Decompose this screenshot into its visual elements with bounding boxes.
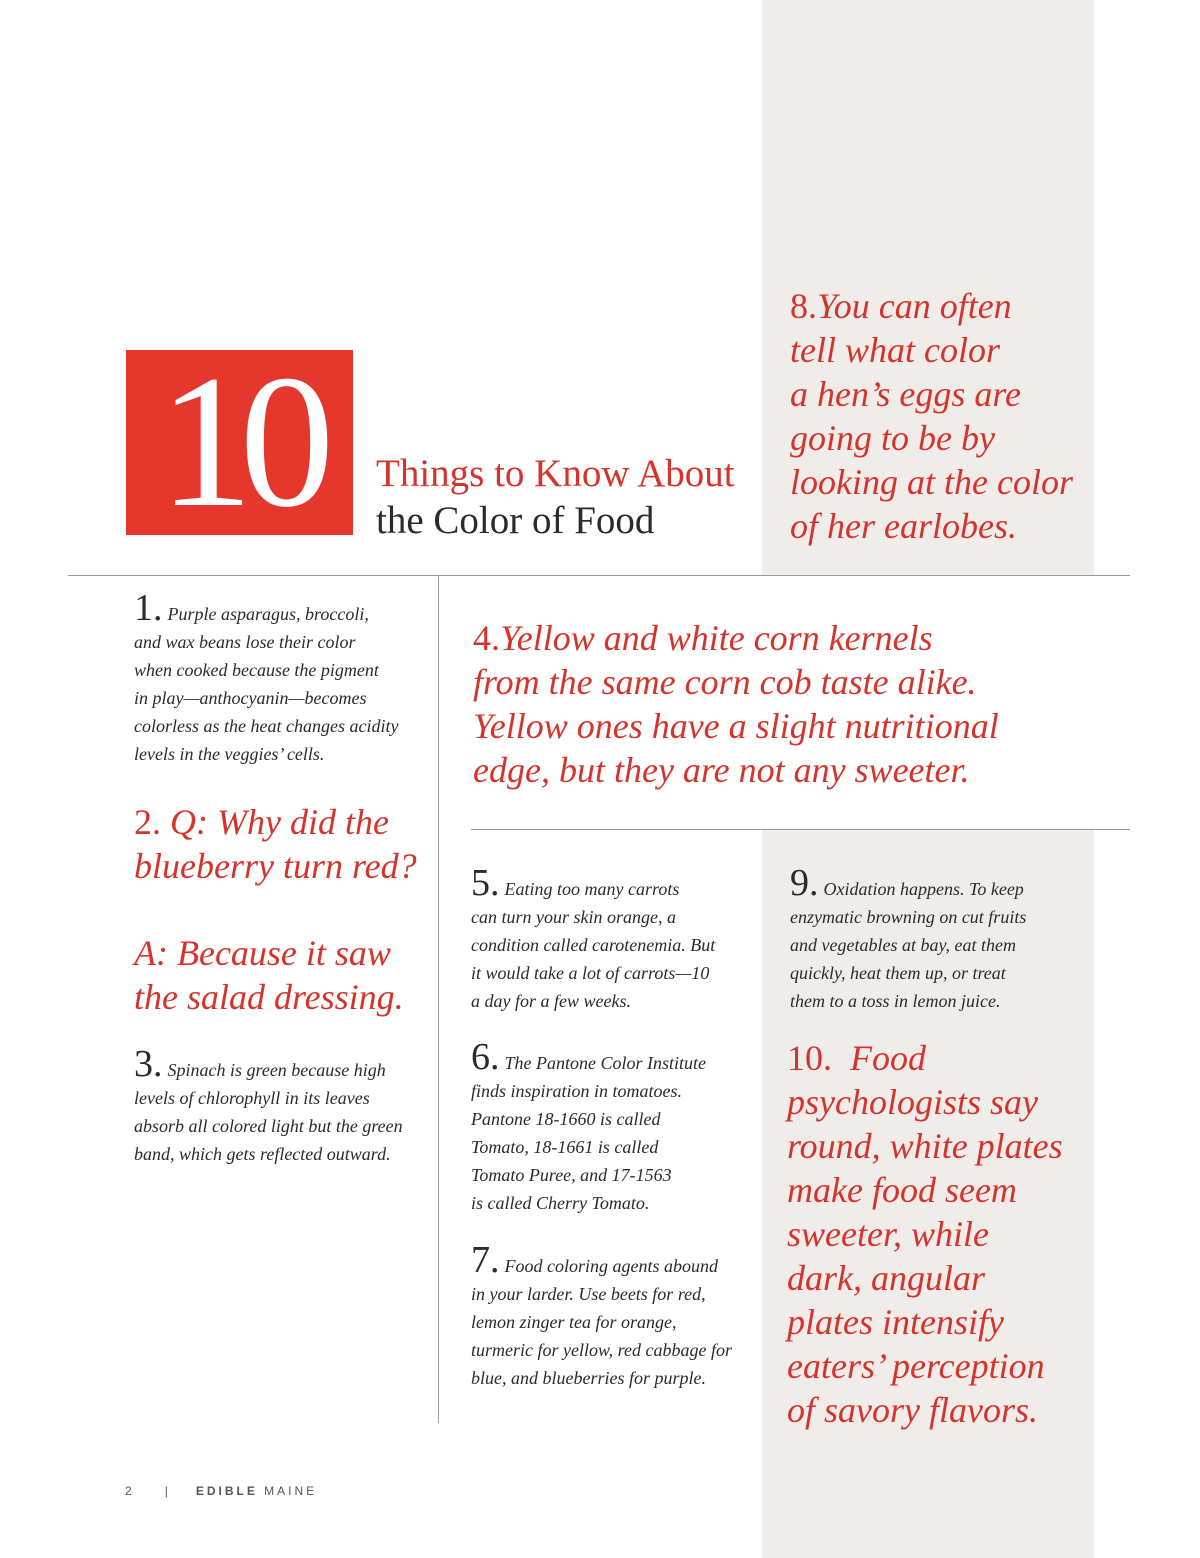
fact-9-line: quickly, heat them up, or treat <box>790 963 1006 983</box>
fact-6-line: Tomato Puree, and 17-1563 <box>471 1165 672 1185</box>
fact-8-line: going to be by <box>790 418 995 458</box>
fact-1-line: 1. Purple asparagus, broccoli, <box>134 587 369 629</box>
fact-2-answer-line: A: Because it saw <box>134 933 391 973</box>
fact-9-line: them to a toss in lemon juice. <box>790 991 1001 1011</box>
fact-7-line: in your larder. Use beets for red, <box>471 1284 706 1304</box>
fact-5-line: a day for a few weeks. <box>471 991 631 1011</box>
fact-3-line: band, which gets reflected outward. <box>134 1144 391 1164</box>
fact-8-line: a hen’s eggs are <box>790 374 1021 414</box>
fact-2-answer <box>134 931 434 1019</box>
fact-1-number: 1. <box>134 587 163 629</box>
page-title-line2: the Color of Food <box>376 499 655 542</box>
page-number: 2 <box>125 1484 135 1498</box>
fact-7-line: blue, and blueberries for purple. <box>471 1368 706 1388</box>
fact-10-line: dark, angular <box>787 1258 985 1298</box>
fact-7-line: lemon zinger tea for orange, <box>471 1312 677 1332</box>
fact-3-line: absorb all colored light but the green <box>134 1116 403 1136</box>
page-title-line1: Things to Know About <box>376 452 735 495</box>
fact-10-line: of savory flavors. <box>787 1390 1038 1430</box>
fact-6: 6. The Pantone Color Institute finds inspiration in tomatoes. Pantone 18-1660 is called Tomato, 18-1661 is called Tomato Puree, and 17-1563 is called Cherry Tomato. <box>471 1043 751 1217</box>
publication-name-rest: MAINE <box>264 1484 318 1498</box>
fact-4-line: from the same corn cob taste alike. <box>473 662 977 702</box>
fact-2-answer-line: the salad dressing. <box>134 977 404 1017</box>
fact-8-number: 8. <box>790 286 817 326</box>
fact-10-number: 10. <box>787 1038 832 1078</box>
fact-10-line: sweeter, while <box>787 1214 989 1254</box>
fact-9-number: 9. <box>790 862 819 904</box>
fact-3-line: levels of chlorophyll in its leaves <box>134 1088 370 1108</box>
fact-4: 4.Yellow and white corn kernels from the same corn cob taste alike. Yellow ones have a slight nutritional edge, but they are not any sweeter. <box>473 616 1093 792</box>
fact-1-line: levels in the veggies’ cells. <box>134 744 325 764</box>
fact-6-number: 6. <box>471 1036 500 1078</box>
fact-6-line: Pantone 18-1660 is called <box>471 1109 661 1129</box>
fact-7-line: turmeric for yellow, red cabbage for <box>471 1340 732 1360</box>
fact-5: 5. Eating too many carrots can turn your skin orange, a condition called carotenemia. But it would take a lot of carrots—10 a day for a few weeks. <box>471 869 751 1015</box>
footer-separator: | <box>164 1484 168 1498</box>
fact-4-line: Yellow ones have a slight nutritional <box>473 706 999 746</box>
fact-1-line: when cooked because the pigment <box>134 660 379 680</box>
fact-1-line: and wax beans lose their color <box>134 632 356 652</box>
fact-5-line: it would take a lot of carrots—10 <box>471 963 710 983</box>
fact-7-number: 7. <box>471 1239 500 1281</box>
fact-10-line: psychologists say <box>787 1082 1038 1122</box>
fact-5-number: 5. <box>471 862 500 904</box>
fact-2-question-line: blueberry turn red? <box>134 846 417 886</box>
fact-1 <box>134 587 424 768</box>
big-number: 10 <box>158 337 321 547</box>
fact-6-line: finds inspiration in tomatoes. <box>471 1081 683 1101</box>
big-number-box <box>126 337 353 547</box>
fact-8-line: of her earlobes. <box>790 506 1017 546</box>
page-footer <box>125 1484 317 1498</box>
fact-10-line: plates intensify <box>787 1302 1004 1342</box>
fact-10-line: eaters’ perception <box>787 1346 1045 1386</box>
fact-2-question: 2. Q: Why did the blueberry turn red? <box>134 800 434 888</box>
fact-6-line: Tomato, 18-1661 is called <box>471 1137 659 1157</box>
fact-4-number: 4. <box>473 618 500 658</box>
publication-name-bold: EDIBLE <box>195 1484 258 1498</box>
fact-5-line: can turn your skin orange, a <box>471 907 676 927</box>
fact-3-number: 3. <box>134 1043 163 1085</box>
fact-6-line: is called Cherry Tomato. <box>471 1193 650 1213</box>
fact-8: 8.You can often tell what color a hen’s eggs are going to be by looking at the color of her earlobes. <box>790 284 1090 548</box>
fact-7: 7. Food coloring agents abound in your larder. Use beets for red, lemon zinger tea for orange, turmeric for yellow, red cabbage for blue, and blueberries for purple. <box>471 1246 751 1392</box>
fact-10-line: round, white plates <box>787 1126 1063 1166</box>
fact-3: 3. Spinach is green because high levels of chlorophyll in its leaves absorb all colored light but the green band, which gets reflected outward. <box>134 1050 424 1168</box>
fact-10-line: make food seem <box>787 1170 1017 1210</box>
fact-5-line: condition called carotenemia. But <box>471 935 716 955</box>
divider-middle <box>471 829 1130 830</box>
fact-9: 9. Oxidation happens. To keep enzymatic browning on cut fruits and vegetables at bay, eat them quickly, heat them up, or treat them to a toss in lemon juice. <box>790 869 1080 1015</box>
fact-10: 10. Food psychologists say round, white plates make food seem sweeter, while dark, angular plates intensify eaters’ perception of savory flavors. <box>787 1036 1087 1432</box>
fact-9-line: enzymatic browning on cut fruits <box>790 907 1027 927</box>
divider-vertical <box>438 576 439 1423</box>
divider-top <box>68 575 1130 576</box>
fact-8-line: tell what color <box>790 330 1000 370</box>
fact-4-line: edge, but they are not any sweeter. <box>473 750 970 790</box>
fact-1-line: in play—anthocyanin—becomes <box>134 688 367 708</box>
fact-8-line: looking at the color <box>790 462 1073 502</box>
fact-9-line: and vegetables at bay, eat them <box>790 935 1016 955</box>
fact-2-number: 2. <box>134 802 161 842</box>
fact-1-line: colorless as the heat changes acidity <box>134 716 399 736</box>
